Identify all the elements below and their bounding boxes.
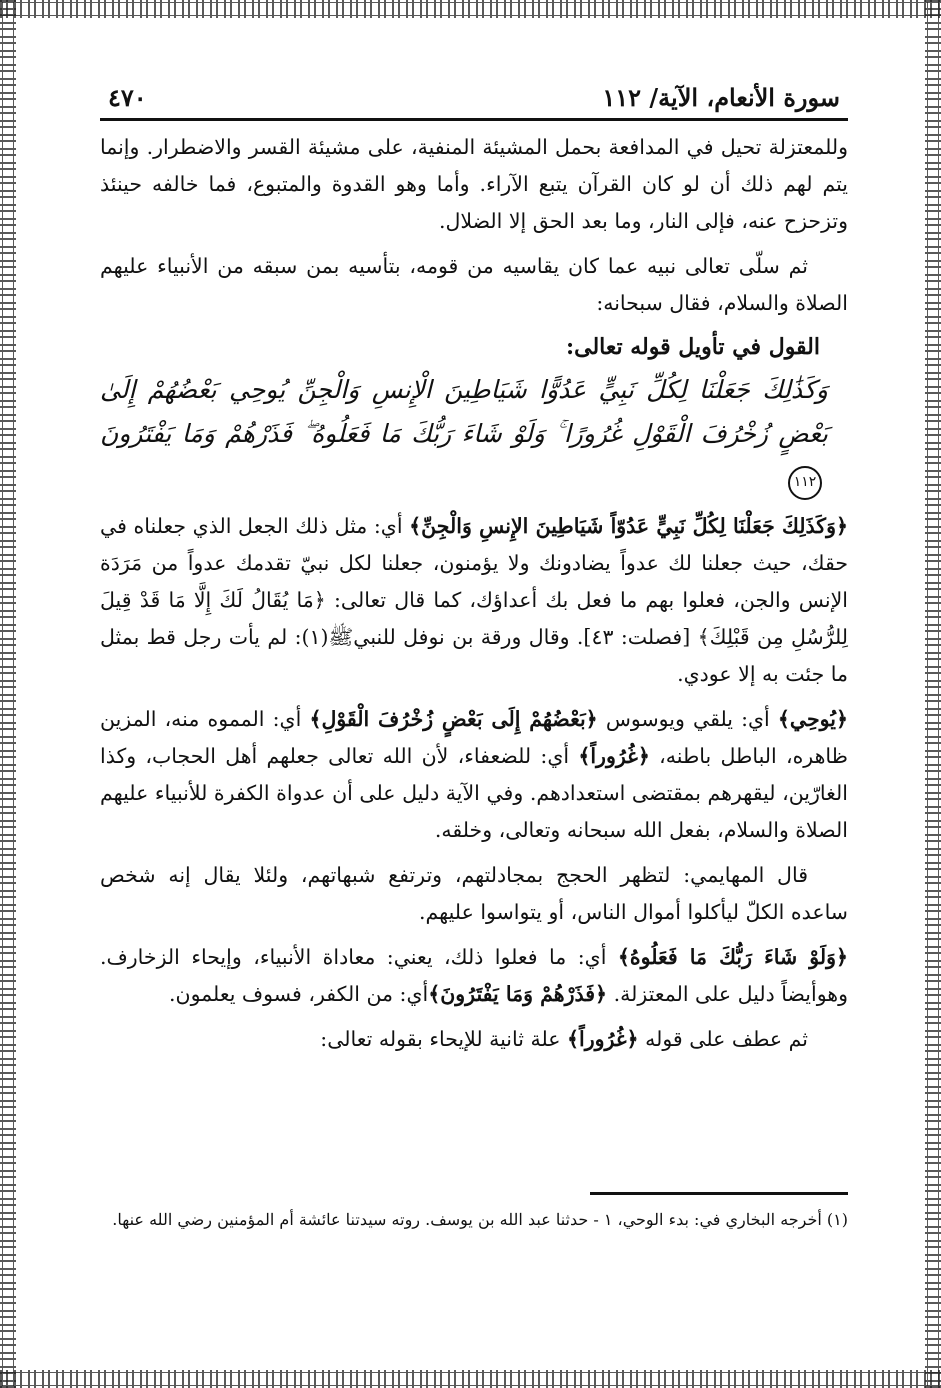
commentary-text: أي: المموه منه، المزين ظاهره، الباطل باطنه، <box>100 707 848 768</box>
paragraph-1: وللمعتزلة تحيل في المدافعة بحمل المشيئة المنفية، على مشيئة القسر والاضطرار. وإنما يتم لهم ذلك أن لو كان القرآن يتبع الآراء. وأما وهو القدوة والمتبوع، فما خالفه حينئذ وتزحزح عنه، فإلى النار، وما بعد الحق إلا الضلال. <box>100 135 848 233</box>
paragraph-4 <box>100 701 848 849</box>
commentary-text: أي: من الكفر، فسوف يعلمون. <box>169 982 429 1006</box>
bottom-ornamental-border <box>0 1370 941 1388</box>
right-ornamental-border <box>925 0 941 1388</box>
quran-verse <box>100 368 828 500</box>
paragraph-6 <box>100 939 848 1013</box>
page-number: ٤٧٠ <box>108 83 147 112</box>
page-body <box>100 70 848 1330</box>
quoted-verse: ﴿بَعْضُهُمْ إِلَى بَعْضٍ زُخْرُفَ الْقَوْلِ﴾ <box>309 707 598 731</box>
top-ornamental-border <box>0 0 941 18</box>
verse-text: وَكَذَٰلِكَ جَعَلْنَا لِكُلِّ نَبِيٍّ عَدُوًّا شَيَاطِينَ الْإِنسِ وَالْجِنِّ يُوحِي بَعْضُهُمْ إِلَىٰ بَعْضٍ زُخْرُفَ الْقَوْلِ غُرُورًا ۚ وَلَوْ شَاءَ رَبُّكَ مَا فَعَلُوهُ ۖ فَذَرْهُمْ وَمَا يَفْتَرُونَ <box>100 375 828 448</box>
commentary-text: أي: يلقي ويوسوس <box>597 707 778 731</box>
running-title: سورة الأنعام، الآية/ ١١٢ <box>602 83 840 112</box>
quoted-verse: ﴿غُرُوراً﴾ <box>578 744 650 768</box>
footnote-1: (١) أخرجه البخاري في: بدء الوحي، ١ - حدثنا عبد الله بن يوسف. روته سيدتنا عائشة أم المؤمنين رضي الله عنها. <box>112 1210 848 1229</box>
commentary-text: أي: ما فعلوا ذلك، يعني: معاداة الأنبياء، وإيحاء الزخارف. وهوأيضاً دليل على المعتزلة. <box>100 945 848 1006</box>
quoted-verse: ﴿يُوحِي﴾ <box>777 707 848 731</box>
quoted-verse: ﴿وَكَذَلِكَ جَعَلْنَا لِكُلِّ نَبِيٍّ عَدُوّاً شَيَاطِينَ الإِنسِ وَالْجِنِّ﴾ <box>409 514 848 538</box>
footnotes <box>100 1206 848 1234</box>
section-heading: القول في تأويل قوله تعالى: <box>566 334 820 360</box>
commentary-text: أي: مثل ذلك الجعل الذي جعلناه في حقك، حيث جعلنا لك عدواً يضادونك ولا يؤمنون، جعلنا لكل نبيّ تقدمك عدواً من مَرَدَة الإنس والجن، فعلوا بهم ما فعل بك أعداؤك، كما قال تعالى: ﴿مَا يُقَالُ لَكَ إِلَّا مَا قَدْ قِيلَ لِلرُّسُلِ مِن قَبْلِكَ﴾ [فصلت: ٤٣]. وقال ورقة بن نوفل للنبيﷺ(١): لم يأت رجل قط بمثل ما جئت به إلا عودي. <box>100 514 848 686</box>
commentary-text: ثم عطف على قوله <box>638 1027 808 1051</box>
quoted-verse: ﴿غُرُوراً﴾ <box>567 1027 639 1051</box>
paragraph-7 <box>100 1021 848 1058</box>
footnote-separator <box>590 1192 848 1195</box>
quoted-verse: ﴿وَلَوْ شَاءَ رَبُّكَ مَا فَعَلُوهُ﴾ <box>617 945 848 969</box>
left-ornamental-border <box>0 0 16 1388</box>
paragraph-3 <box>100 508 848 693</box>
commentary-text: علة ثانية للإيحاء بقوله تعالى: <box>320 1027 568 1051</box>
quoted-verse: ﴿فَذَرْهُمْ وَمَا يَفْتَرُونَ﴾ <box>428 982 608 1006</box>
verse-number-medallion: ١١٢ <box>788 466 822 500</box>
paragraph-2: ثم سلّى تعالى نبيه عما كان يقاسيه من قومه، بتأسيه بمن سبقه من الأنبياء عليهم الصلاة والسلام، فقال سبحانه: <box>100 254 848 315</box>
page-header <box>100 70 848 121</box>
paragraph-5: قال المهايمي: لتظهر الحجج بمجادلتهم، وترتفع شبهاتهم، ولئلا يقال إنه شخص ساعده الكلّ ليأكلوا أموال الناس، أو يتواسوا عليهم. <box>100 863 848 924</box>
commentary-text: أي: للضعفاء، لأن الله تعالى جعلهم أهل الحجاب، وكذا الغارّين، ليقهرهم بمقتضى استعدادهم. وفي الآية دليل على أن عدواة الكفرة للأنبياء عليهم الصلاة والسلام، بفعل الله سبحانه وتعالى، وخلقه. <box>100 744 848 842</box>
